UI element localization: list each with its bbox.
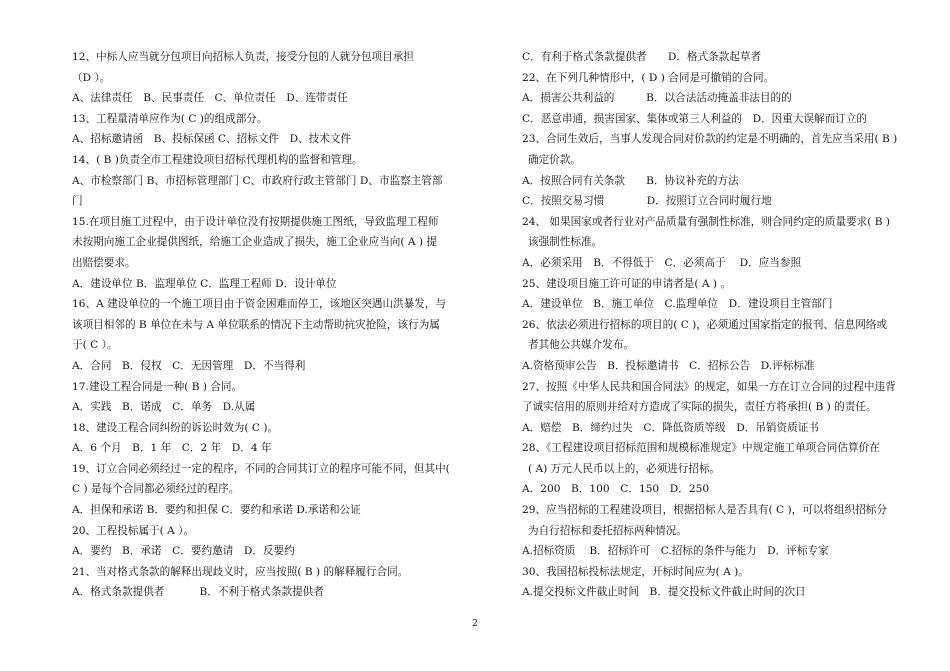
text-line: 25、建设项目施工许可证的申请者是( A ) 。	[522, 277, 731, 290]
text-line: 30、我国招标投标法规定，开标时间应为( A )。	[522, 565, 749, 578]
text-line: A．必须采用 B．不得低于 C．必须高于 D．应当参照	[522, 256, 802, 269]
text-line: A．200 B．100 C．150 D．250	[522, 483, 710, 496]
text-line: 该项目相邻的 B 单位在未与 A 单位联系的情况下主动帮助抗灾抢险，该行为属	[72, 318, 440, 331]
text-line: 15.在项目施工过程中，由于设计单位没有按期提供施工图纸，导致监理工程师	[72, 215, 439, 228]
text-line: A．实践 B．诺成 C．单务 D.从属	[72, 401, 256, 414]
text-line: ( A) 万元人民币以上的，必须进行招标。	[528, 462, 721, 475]
text-line: 13、工程量清单应作为( C )的组成部分。	[72, 112, 268, 125]
text-line: 19、订立合同必须经过一定的程序，不同的合同其订立的程序可能不同，但其中(	[72, 462, 450, 475]
text-line: C ) 是每个合同都必须经过的程序。	[72, 483, 240, 496]
text-line: 22、在下列几种情形中，( D ) 合同是可撤销的合同。	[522, 71, 775, 84]
page-number: 2	[472, 619, 478, 629]
text-line: 未按期向施工企业提供图纸，给施工企业造成了损失，施工企业应当向( A ) 提	[72, 236, 438, 249]
text-line: 确定价款。	[528, 153, 581, 166]
text-line: A.提交投标文件截止时间 B．提交投标文件截止时间的次日	[522, 586, 806, 599]
text-line: A．格式条款提供者 B．不利于格式条款提供者	[72, 586, 324, 599]
text-line: A．合同 B．侵权 C．无因管理 D．不当得利	[72, 359, 306, 372]
text-line: 14、( B )负责全市工程建设项目招标代理机构的监督和管理。	[72, 153, 363, 166]
text-line: 26、依法必须进行招标的项目的( C )，必须通过国家指定的报刊、信息网络或	[522, 318, 887, 331]
text-line: A．赔偿 B．缔约过失 C．降低资质等级 D．吊销资质证书	[522, 421, 819, 434]
text-line: 23、合同生效后，当事人发现合同对价款的约定是不明确的，首先应当采用( B )	[522, 133, 898, 146]
text-line: A、法律责任 B、民事责任 C、单位责任 D、连带责任	[72, 92, 348, 105]
text-line: A．担保和承诺 B．要约和担保 C．要约和承诺 D.承诺和公证	[72, 504, 361, 517]
text-line: 出赔偿要求。	[72, 256, 136, 269]
right-column	[522, 47, 906, 603]
text-line: 者其他公共媒介发布。	[528, 339, 634, 352]
text-line: 16、A 建设单位的一个施工项目由于资金困难而停工，该地区突遇山洪暴发，与	[72, 298, 447, 311]
text-line: A．6 个月 B．1 年 C．2 年 D．4 年	[72, 442, 272, 455]
text-line: C．有利于格式条款提供者 D．格式条款起草者	[522, 51, 762, 63]
text-line: 该强制性标准。	[528, 236, 603, 249]
text-line: 了诚实信用的原则并给对方造成了实际的损失，责任方将承担( B ) 的责任。	[522, 401, 877, 414]
text-line: C．按照交易习惯 D．按照订立合同时履行地	[522, 195, 772, 208]
text-line: 29、应当招标的工程建设项目，根据招标人是否具有( C )，可以将组织招标分	[522, 504, 887, 517]
text-line: C．恶意串通，损害国家、集体或第三人利益的 D．因重大误解而订立的	[522, 112, 868, 125]
text-line: A．要约 B．承诺 C．要约邀请 D．反要约	[72, 545, 295, 558]
text-line: A．损害公共利益的 B．以合法活动掩盖非法目的的	[522, 92, 792, 105]
text-line: A．建设单位 B．监理单位 C．监理工程师 D．设计单位	[72, 277, 337, 290]
text-line: 20、工程投标属于( A ）。	[72, 524, 195, 537]
text-line: 于( C ）。	[72, 339, 118, 352]
text-line: （D ）。	[72, 71, 111, 84]
left-column	[72, 47, 454, 603]
text-line: A、市检察部门 B、市招标管理部门 C、市政府行政主管部门 D、市监察主管部	[72, 174, 443, 187]
text-line: A、招标邀请函 B、投标保函 C、招标文件 D、技术文件	[72, 133, 352, 146]
text-line: 27、按照《中华人民共和国合同法》的规定，如果一方在订立合同的过程中违背	[522, 380, 896, 393]
text-line: 门	[72, 195, 83, 208]
text-line: 28、《工程建设项目招标范围和规模标准规定》中规定施工单项合同估算价在	[522, 442, 880, 455]
text-line: 18、建设工程合同纠纷的诉讼时效为( C )。	[72, 421, 279, 434]
text-line: 17.建设工程合同是一种( B ) 合同。	[72, 380, 243, 393]
text-line: 24、 如果国家或者行业对产品质量有强制性标准，则合同约定的质量要求( B )	[522, 215, 891, 228]
text-line: A.招标资质 B．招标许可 C.招标的条件与能力 D．评标专家	[522, 545, 829, 558]
text-line: A．按照合同有关条款 B．协议补充的方法	[522, 174, 739, 187]
text-line: 21、当对格式条款的解释出现歧义时，应当按照( B ) 的解释履行合同。	[72, 565, 409, 578]
text-line: A．建设单位 B．施工单位 C.监理单位 D．建设项目主管部门	[522, 298, 833, 311]
text-line: 12、中标人应当就分包项目向招标人负责，接受分包的人就分包项目承担	[72, 51, 414, 63]
text-line: A.资格预审公告 B．投标邀请书 C．招标公告 D.评标标准	[522, 359, 815, 372]
text-line: 为自行招标和委托招标两种情况。	[528, 524, 687, 537]
